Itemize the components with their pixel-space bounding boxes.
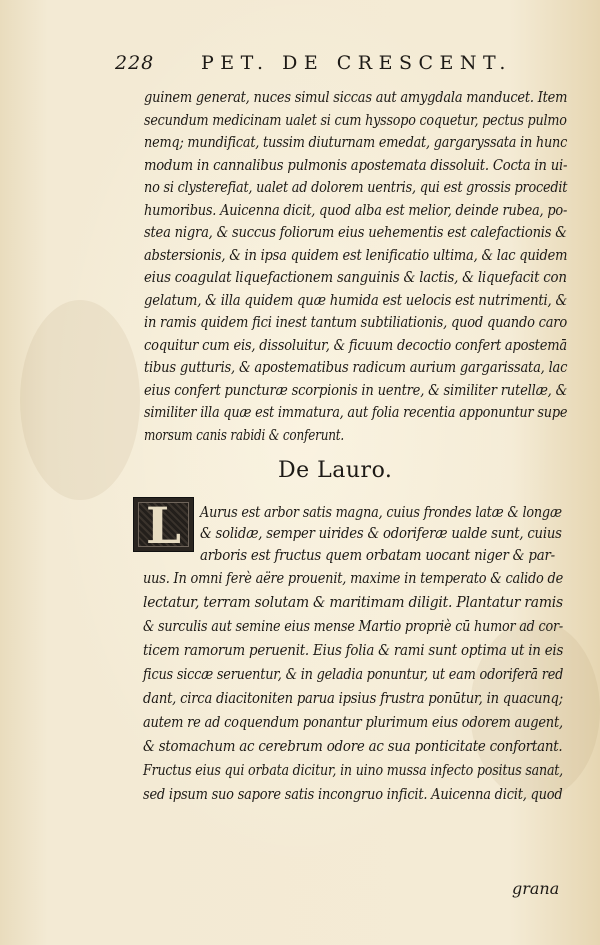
text-line: gelatum, & illa quidem quæ humida est uelocis est nutrimenti, & [144, 290, 568, 309]
text-line: sed ipsum suo sapore satis incongruo inficit. Auicenna dicit, quod [143, 785, 563, 803]
text-line: nemq; mundificat, tussim diuturnam emedat, gargaryssata in hunc [144, 133, 568, 151]
text-line: in ramis quidem fici inest tantum subtiliationis, quod quando caro [144, 313, 567, 331]
text-line: & solidæ, semper uirides & odoriferæ ualde sunt, cuius [200, 524, 562, 542]
running-header [115, 52, 545, 78]
text-line: dant, circa diacitoniten parua ipsius frustra ponūtur, in quacunq; [143, 689, 563, 707]
decorated-initial [133, 496, 194, 555]
text-line: lectatur, terram solutam & maritimam diligit. Plantatur ramis [143, 593, 563, 611]
catchword: grana [512, 879, 560, 898]
text-line: & stomachum ac cerebrum odore ac sua ponticitate confortant. [143, 737, 563, 755]
running-title: PET. DE CRESCENT. [201, 52, 512, 74]
text-line: Fructus eius qui orbata dicitur, in uino mussa infecto positus sanat, [143, 761, 564, 779]
text-line: stea nigra, & succus foliorum eius uehementis est calefactionis & [144, 223, 567, 241]
initial-letter: L [145, 496, 182, 555]
paper-stain [20, 300, 140, 500]
text-line: autem re ad coquendum ponantur plurimum eius odorem augent, [143, 713, 563, 731]
text-line: & surculis aut semine eius mense Martio propriè cū humor ad cor- [143, 617, 563, 635]
text-line: secundum medicinam ualet si cum hyssopo coquetur, pectus pulmo [144, 110, 567, 129]
text-line: eius confert puncturæ scorpionis in uentre, & similiter rutellæ, & [144, 380, 568, 399]
text-line: arboris est fructus quem orbatam uocant niger & par- [200, 546, 555, 564]
text-line: uus. In omni ferè aëre prouenit, maxime in temperato & calido de [143, 569, 564, 587]
text-line: coquitur cum eis, dissoluitur, & ficuum decoctio confert apostemā [144, 335, 567, 354]
text-line: similiter illa quæ est immatura, aut folia recentia apponuntur supe [144, 403, 568, 421]
text-line: Aurus est arbor satis magna, cuius frondes latæ & longæ [200, 503, 562, 521]
text-line: no si clysterefiat, ualet ad dolorem uentris, qui est grossis procedit [144, 178, 568, 196]
text-line: ficus siccæ seruentur, & in geladia ponuntur, ut eam odoriferā red [143, 665, 564, 683]
text-line: abstersionis, & in ipsa quidem est lenificatio ultima, & lac quidem [144, 245, 568, 264]
page-number: 228 [115, 52, 155, 74]
text-line: humoribus. Auicenna dicit, quod alba est melior, deinde rubea, po- [144, 200, 568, 219]
section-heading: De Lauro. [278, 458, 393, 483]
text-line: guinem generat, nuces simul siccas aut amygdala manducet. Item [144, 88, 568, 106]
text-line: ticem ramorum peruenit. Eius folia & rami sunt optima ut in eis [143, 641, 564, 659]
text-line: eius coagulat liquefactionem sanguinis & lactis, & liquefacit con [144, 268, 567, 286]
text-line: tibus gutturis, & apostematibus radicum aurium gargarissata, lac [144, 358, 568, 376]
text-line: morsum canis rabidi & conferunt. [144, 425, 345, 444]
text-line: modum in cannalibus pulmonis apostemata dissoluit. Cocta in ui- [144, 155, 568, 174]
